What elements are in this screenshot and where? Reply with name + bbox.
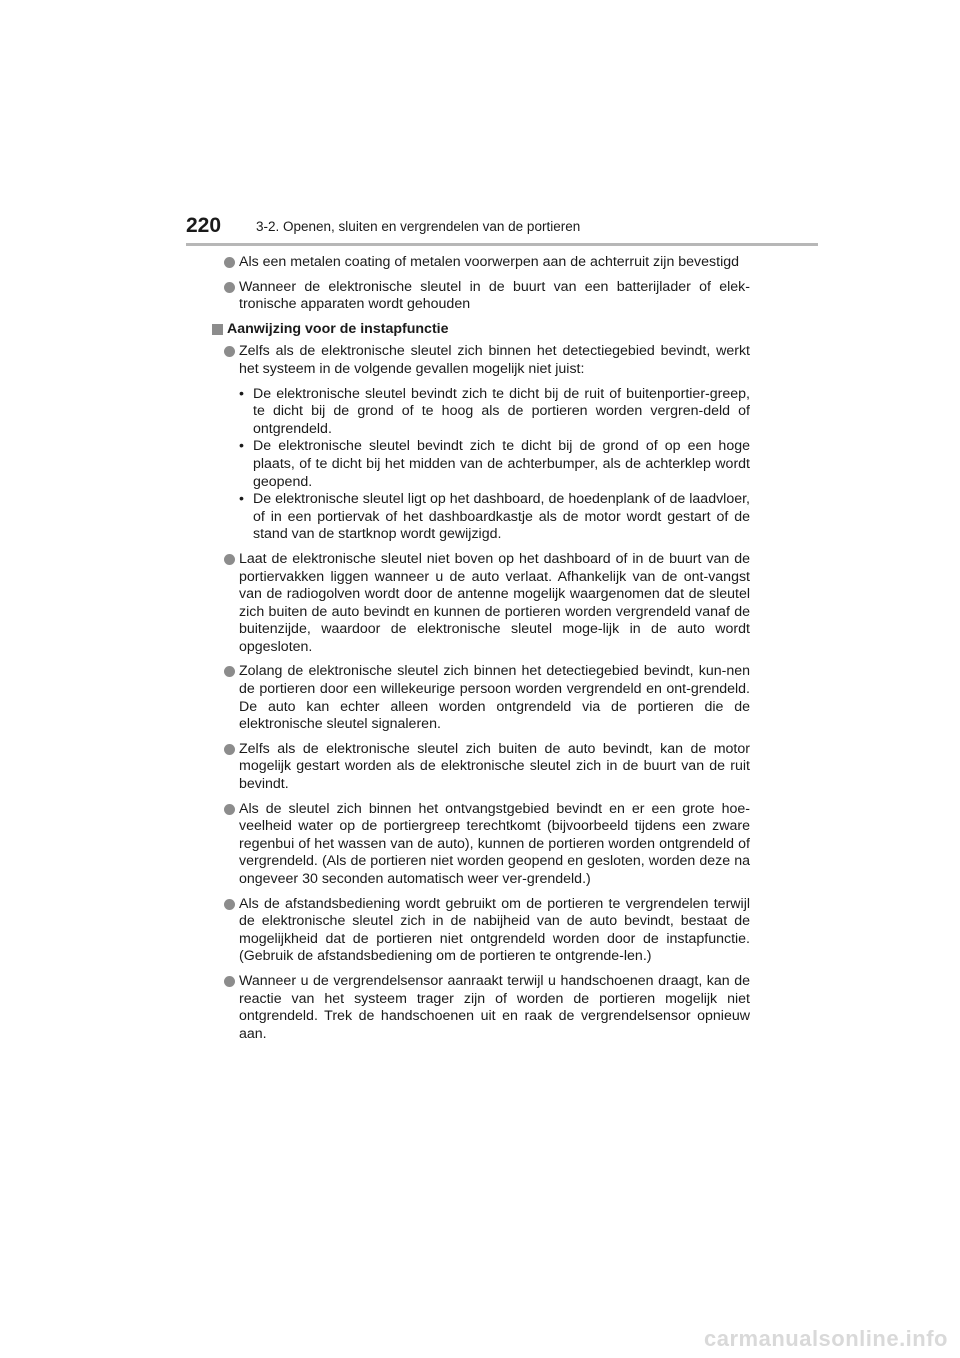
section-bullet-7 [212,973,750,1043]
section-bullet-5 [212,801,750,889]
sub-list-item [239,491,750,544]
bullet-text: Laat de elektronische sleutel niet boven op het dashboard of in de buurt van de portiervakken liggen wanneer u de auto verlaat. Afhankelijk van de ont-vangst van de radiogolven wordt door de antenne mogelijk waargenomen dat de sleutel zich buiten de auto bevindt en kunnen de portieren worden vergrendeld vanaf de buitenzijde, waardoor de elektronische sleutel moge-lijk in de auto wordt opgesloten. [239,550,750,655]
sub-list-item [239,386,750,439]
bullet-circle-icon [224,346,235,357]
bullet-text: Als een metalen coating of metalen voorwerpen aan de achterruit zijn bevestigd [239,254,740,270]
watermark-logo: carmanualsonline.info [704,1326,948,1351]
section-heading [212,321,750,339]
bullet-circle-icon [224,666,235,677]
bullet-text: Als de afstandsbediening wordt gebruikt om de portieren te vergrendelen terwijl de elektronische sleutel zich in de nabijheid van de auto bevindt, bestaat de mogelijkheid dat de portieren niet ontgrendeld worden door de instapfunctie. (Gebruik de afstandsbediening om de portieren te ontgrende-len.) [239,895,750,965]
bullet-text: Wanneer de elektronische sleutel in de buurt van een batterijlader of elek-tronische apparaten wordt gehouden [239,278,750,313]
bullet-circle-icon [224,282,235,293]
page-header [186,214,816,244]
square-marker-icon [212,324,223,335]
sub-bullet-marker: • [239,438,244,455]
bullet-circle-icon [224,744,235,755]
page-number: 220 [186,214,222,237]
sub-item-text: De elektronische sleutel bevindt zich te dicht bij de grond of op een hoge plaats, of te dicht bij het midden van de achterbumper, als de achterklep wordt geopend. [253,438,750,490]
intro-bullet-2 [212,279,750,314]
header-divider [186,243,818,246]
bullet-text: Als de sleutel zich binnen het ontvangstgebied bevindt en er een grote hoe-veelheid water op de portiergreep terechtkomt (bijvoorbeeld tijdens een zware regenbui of het wassen van de auto), kunnen de portieren worden ontgrendeld of vergrendeld. (Als de portieren niet worden geopend en gesloten, worden deze na ongeveer 30 seconden automatisch weer ver-grendeld.) [239,800,750,887]
bullet-circle-icon [224,554,235,565]
bullet-circle-icon [224,804,235,815]
sub-bullet-marker: • [239,385,244,402]
bullet-circle-icon [224,976,235,987]
section-bullet-4 [212,741,750,794]
section-bullet-1 [212,343,750,544]
bullet-text: Zolang de elektronische sleutel zich binnen het detectiegebied bevindt, kun-nen de portieren door een willekeurige persoon worden vergrendeld en ont-grendeld. De auto kan echter alleen worden ontgrendeld via de portieren die de elektronische sleutel signaleren. [239,663,750,733]
section-bullet-3 [212,663,750,733]
page-content [212,254,750,1050]
chapter-title: 3-2. Openen, sluiten en vergrendelen van de portieren [256,219,581,234]
sub-list [239,386,750,544]
sub-bullet-marker: • [239,491,244,508]
bullet-circle-icon [224,899,235,910]
bullet-text: Wanneer u de vergrendelsensor aanraakt terwijl u handschoenen draagt, kan de reactie van het systeem trager zijn of worden de portieren mogelijk niet ontgrendeld. Trek de handschoenen uit en raak de vergrendelsensor opnieuw aan. [239,972,750,1042]
intro-bullet-1 [212,254,750,272]
bullet-text: Zelfs als de elektronische sleutel zich binnen het detectiegebied bevindt, werkt het systeem in de volgende gevallen mogelijk niet juist: [239,343,750,377]
section-heading-text: Aanwijzing voor de instapfunctie [227,320,449,337]
sub-item-text: De elektronische sleutel bevindt zich te dicht bij de ruit of buitenportier-greep, te dicht bij de grond of te hoog als de portieren worden vergren-deld of ontgrendeld. [253,385,750,437]
section-bullet-2 [212,551,750,657]
section-bullet-6 [212,896,750,966]
bullet-text: Zelfs als de elektronische sleutel zich buiten de auto bevindt, kan de motor mogelijk gestart worden als de elektronische sleutel zich in de buurt van de ruit bevindt. [239,740,750,793]
sub-item-text: De elektronische sleutel ligt op het dashboard, de hoedenplank of de laadvloer, of in een portiervak of het dashboardkastje als de motor wordt gestart of de stand van de startknop wordt gewijzigd. [253,491,750,543]
bullet-circle-icon [224,257,235,268]
sub-list-item [239,438,750,491]
